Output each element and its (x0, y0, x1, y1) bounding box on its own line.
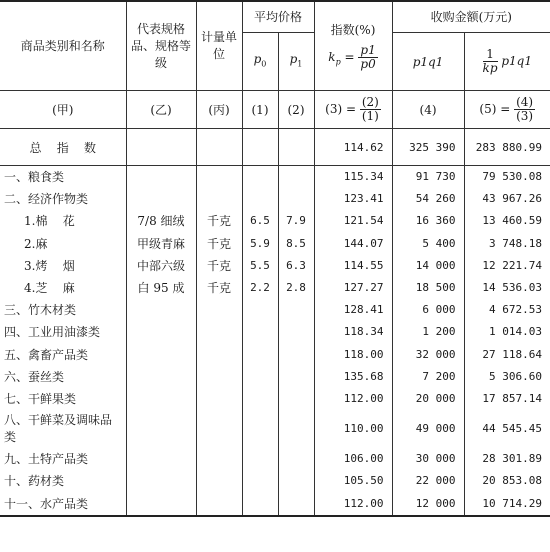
row-spec: 甲级青麻 (126, 233, 196, 255)
row-index: 123.41 (314, 188, 392, 210)
row-spec (126, 492, 196, 515)
table-row (0, 277, 550, 299)
label-1: (1) (242, 91, 278, 129)
header-p0: $p_0$ (242, 33, 278, 91)
row-amount2: 17 857.14 (464, 388, 550, 410)
table-row (0, 299, 550, 321)
row-amount1: 16 360 (392, 210, 464, 232)
row-p1 (278, 321, 314, 343)
row-p1 (278, 344, 314, 366)
table-row (0, 410, 550, 448)
row-amount1: 7 200 (392, 366, 464, 388)
row-index: 128.41 (314, 299, 392, 321)
row-index: 106.00 (314, 448, 392, 470)
row-p1 (278, 388, 314, 410)
row-p1: 6.3 (278, 255, 314, 277)
table-row (0, 388, 550, 410)
label-5: (5) = $\frac{(4)}{(3)}$ (464, 91, 550, 129)
row-p0 (242, 470, 278, 492)
row-unit (196, 388, 242, 410)
row-p0 (242, 344, 278, 366)
header-index (314, 1, 392, 91)
total-row (0, 129, 550, 166)
row-index: 110.00 (314, 410, 392, 448)
row-p1 (278, 470, 314, 492)
table-row (0, 344, 550, 366)
label-3: (3) = $\frac{(2)}{(1)}$ (314, 91, 392, 129)
row-name: 4.芝 麻 (0, 277, 126, 299)
total-index: 114.62 (314, 129, 392, 166)
table-row (0, 492, 550, 515)
row-p1 (278, 166, 314, 189)
header-p1: $p_1$ (278, 33, 314, 91)
row-unit (196, 299, 242, 321)
row-amount1: 12 000 (392, 492, 464, 515)
table-row (0, 470, 550, 492)
row-name: 十、药材类 (0, 470, 126, 492)
table-row (0, 188, 550, 210)
row-index: 121.54 (314, 210, 392, 232)
row-unit (196, 410, 242, 448)
row-p0: 6.5 (242, 210, 278, 232)
header-unit: 计量单位 (196, 1, 242, 91)
total-name: 总 指 数 (0, 129, 126, 166)
row-p0 (242, 321, 278, 343)
row-amount2: 44 545.45 (464, 410, 550, 448)
row-spec (126, 166, 196, 189)
row-amount1: 54 260 (392, 188, 464, 210)
total-p0 (242, 129, 278, 166)
row-p0: 5.9 (242, 233, 278, 255)
table-row (0, 255, 550, 277)
row-spec: 白 95 成 (126, 277, 196, 299)
row-index: 127.27 (314, 277, 392, 299)
row-unit (196, 470, 242, 492)
row-unit: 千克 (196, 233, 242, 255)
row-p0 (242, 299, 278, 321)
row-amount2: 20 853.08 (464, 470, 550, 492)
row-spec (126, 321, 196, 343)
table-row (0, 321, 550, 343)
row-amount1: 22 000 (392, 470, 464, 492)
row-p1 (278, 410, 314, 448)
row-unit: 千克 (196, 277, 242, 299)
row-amount1: 32 000 (392, 344, 464, 366)
row-name: 八、干鲜菜及调味品类 (0, 410, 126, 448)
row-name: 1.棉 花 (0, 210, 126, 232)
row-amount1: 18 500 (392, 277, 464, 299)
row-p1 (278, 188, 314, 210)
header-avg-price: 平均价格 (242, 1, 314, 33)
total-spec (126, 129, 196, 166)
row-spec: 7/8 细绒 (126, 210, 196, 232)
row-spec: 中部六级 (126, 255, 196, 277)
row-unit (196, 166, 242, 189)
total-amount2: 283 880.99 (464, 129, 550, 166)
label-jia: (甲) (0, 91, 126, 129)
row-unit (196, 188, 242, 210)
row-amount2: 28 301.89 (464, 448, 550, 470)
row-p0 (242, 492, 278, 515)
row-unit (196, 366, 242, 388)
row-amount2: 79 530.08 (464, 166, 550, 189)
row-amount2: 4 672.53 (464, 299, 550, 321)
row-spec (126, 188, 196, 210)
table-row (0, 166, 550, 189)
row-p0 (242, 188, 278, 210)
row-amount1: 30 000 (392, 448, 464, 470)
row-amount2: 12 221.74 (464, 255, 550, 277)
row-index: 105.50 (314, 470, 392, 492)
row-unit (196, 492, 242, 515)
row-index: 114.55 (314, 255, 392, 277)
label-bing: (丙) (196, 91, 242, 129)
total-amount1: 325 390 (392, 129, 464, 166)
row-p1: 2.8 (278, 277, 314, 299)
row-name: 六、蚕丝类 (0, 366, 126, 388)
row-p0 (242, 410, 278, 448)
row-p1 (278, 492, 314, 515)
row-amount1: 91 730 (392, 166, 464, 189)
row-p0: 5.5 (242, 255, 278, 277)
header-index-formula: $k_p$ = $\frac{p1}{p0}$ (328, 42, 376, 71)
row-amount1: 6 000 (392, 299, 464, 321)
row-unit: 千克 (196, 255, 242, 277)
row-amount1: 14 000 (392, 255, 464, 277)
header-purchase-amount: 收购金额(万元) (392, 1, 550, 33)
row-spec (126, 344, 196, 366)
table-body (0, 166, 550, 516)
row-spec (126, 470, 196, 492)
row-amount2: 1 014.03 (464, 321, 550, 343)
row-unit (196, 448, 242, 470)
row-name: 十一、水产品类 (0, 492, 126, 515)
row-index: 118.00 (314, 344, 392, 366)
row-unit (196, 344, 242, 366)
row-amount2: 10 714.29 (464, 492, 550, 515)
row-name: 一、粮食类 (0, 166, 126, 189)
row-name: 七、干鲜果类 (0, 388, 126, 410)
row-spec (126, 388, 196, 410)
row-p0 (242, 388, 278, 410)
row-p0 (242, 166, 278, 189)
row-name: 五、禽畜产品类 (0, 344, 126, 366)
row-amount2: 3 748.18 (464, 233, 550, 255)
header-amount-deflated: $\frac{1}{kp}$ p1q1 (464, 33, 550, 91)
row-spec (126, 448, 196, 470)
row-name: 3.烤 烟 (0, 255, 126, 277)
row-p0 (242, 448, 278, 470)
row-index: 118.34 (314, 321, 392, 343)
label-2: (2) (278, 91, 314, 129)
row-name: 九、土特产品类 (0, 448, 126, 470)
table-row (0, 233, 550, 255)
row-index: 115.34 (314, 166, 392, 189)
total-unit (196, 129, 242, 166)
row-amount2: 27 118.64 (464, 344, 550, 366)
row-amount1: 20 000 (392, 388, 464, 410)
row-index: 112.00 (314, 492, 392, 515)
header-spec: 代表规格品、规格等级 (126, 1, 196, 91)
row-amount1: 5 400 (392, 233, 464, 255)
label-4: (4) (392, 91, 464, 129)
row-name: 二、经济作物类 (0, 188, 126, 210)
column-label-row (0, 91, 550, 129)
label-yi: (乙) (126, 91, 196, 129)
row-amount2: 13 460.59 (464, 210, 550, 232)
row-amount2: 14 536.03 (464, 277, 550, 299)
total-p1 (278, 129, 314, 166)
row-spec (126, 366, 196, 388)
row-p1 (278, 299, 314, 321)
table-row (0, 448, 550, 470)
row-name: 三、竹木材类 (0, 299, 126, 321)
row-index: 135.68 (314, 366, 392, 388)
row-spec (126, 410, 196, 448)
row-index: 144.07 (314, 233, 392, 255)
row-unit (196, 321, 242, 343)
row-unit: 千克 (196, 210, 242, 232)
row-p1: 8.5 (278, 233, 314, 255)
row-amount2: 5 306.60 (464, 366, 550, 388)
row-index: 112.00 (314, 388, 392, 410)
row-p0: 2.2 (242, 277, 278, 299)
row-p1 (278, 366, 314, 388)
table-row (0, 210, 550, 232)
table-row (0, 366, 550, 388)
header-index-label: 指数(%) (330, 22, 376, 37)
row-p0 (242, 366, 278, 388)
row-p1 (278, 448, 314, 470)
header-category-name: 商品类别和名称 (0, 1, 126, 91)
row-spec (126, 299, 196, 321)
row-p1: 7.9 (278, 210, 314, 232)
header-amount-p1q1: p1q1 (392, 33, 464, 91)
row-name: 2.麻 (0, 233, 126, 255)
row-name: 四、工业用油漆类 (0, 321, 126, 343)
row-amount2: 43 967.26 (464, 188, 550, 210)
row-amount1: 1 200 (392, 321, 464, 343)
row-amount1: 49 000 (392, 410, 464, 448)
